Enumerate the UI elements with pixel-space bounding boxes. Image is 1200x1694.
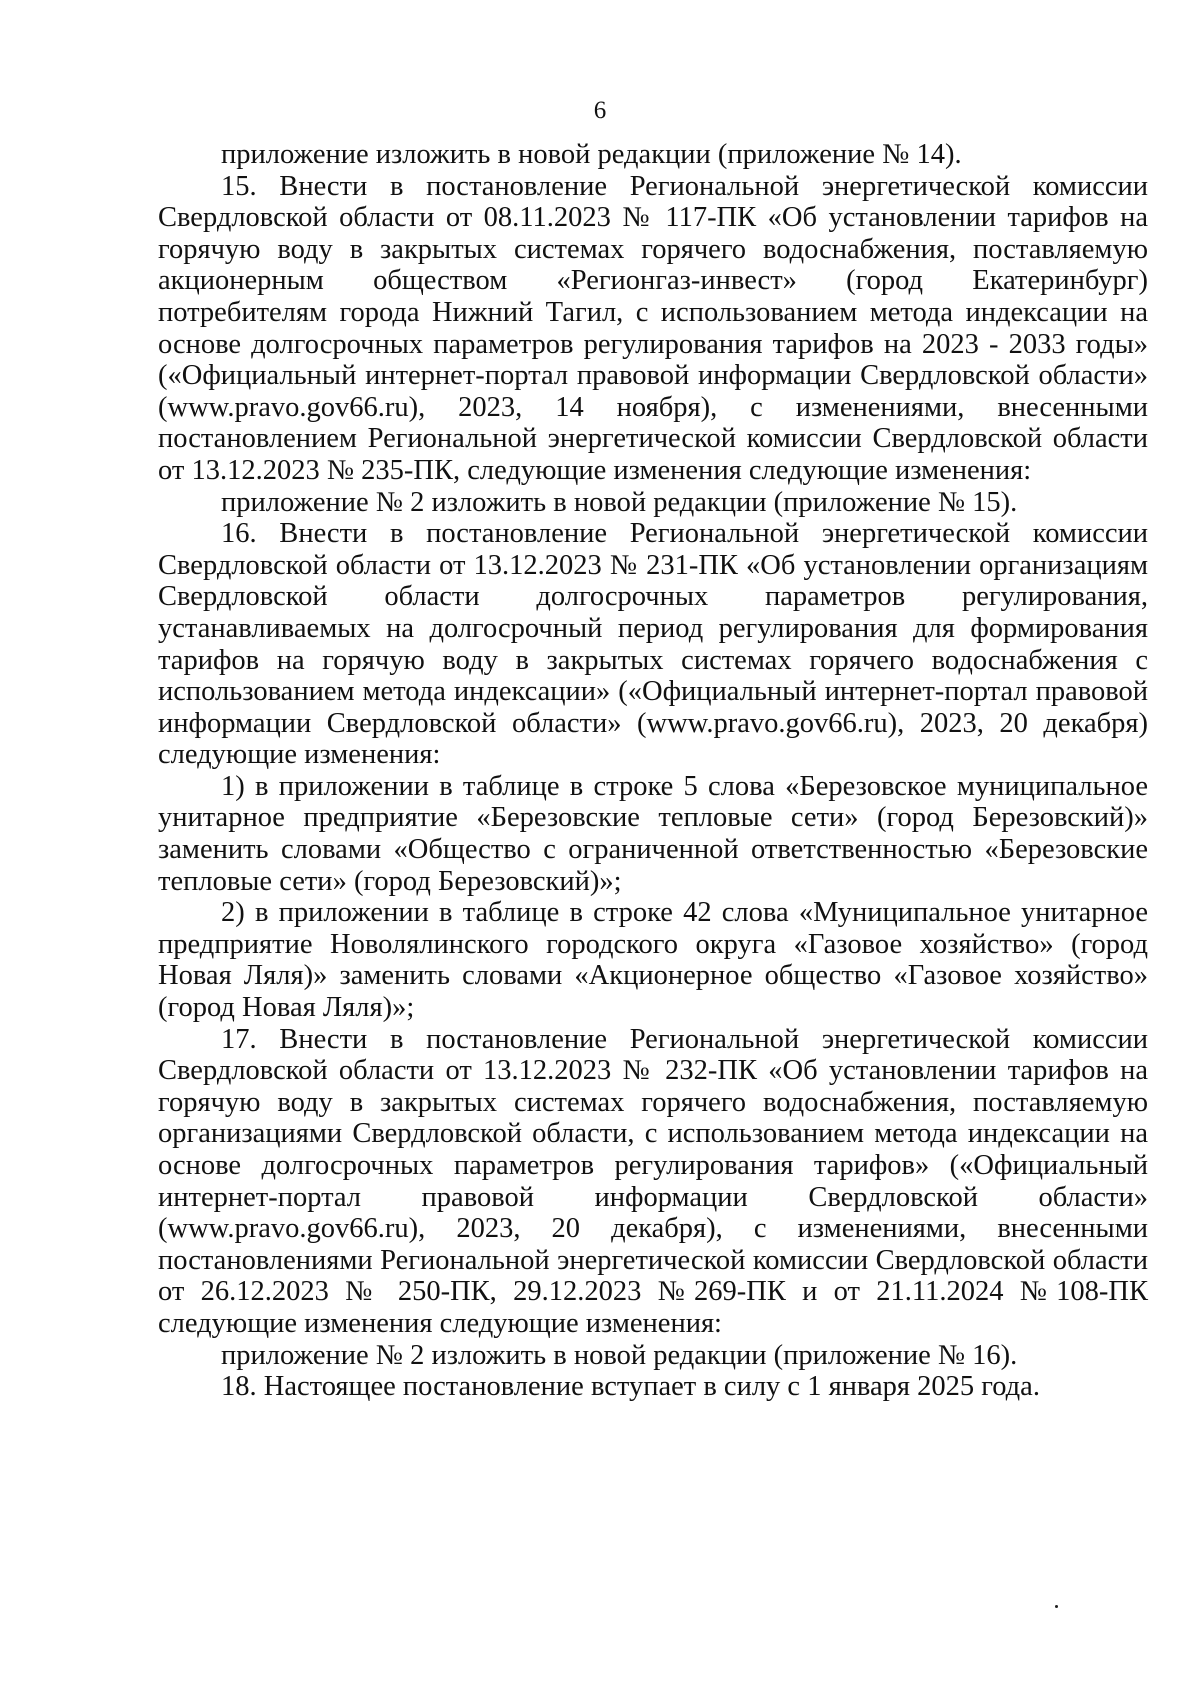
paragraph-item-17: 17. Внести в постановление Региональной энергетической комиссии Свердловской области от 13.12.2023 № 232-ПК «Об установлении тарифов на горячую воду в закрытых системах горячего водоснабжения, поставляемую организациями Свердловской области, с использованием метода индексации на основе долгосрочных параметров регулирования тарифов» («Официальный интернет-портал правовой информации Свердловской области» (www.pravo.gov66.ru), 2023, 20 декабря), с изменениями, внесенными постановлениями Региональной энергетической комиссии Свердловской области от 26.12.2023 № 250-ПК, 29.12.2023 №269-ПК и от 21.11.2024 №108-ПК следующие изменения следующие изменения:	[158, 1023, 1148, 1339]
document-body	[158, 139, 1148, 1403]
paragraph-item-17-annex: приложение № 2 изложить в новой редакции (приложение № 16).	[221, 1339, 1018, 1371]
paragraph-item-16: 16. Внести в постановление Региональной энергетической комиссии Свердловской области от 13.12.2023 № 231-ПК «Об установлении организациям Свердловской области долгосрочных параметров регулирования, устанавливаемых на долгосрочный период регулирования для формирования тарифов на горячую воду в закрытых системах горячего водоснабжения с использованием метода индексации» («Официальный интернет-портал правовой информации Свердловской области» (www.pravo.gov66.ru), 2023, 20 декабря) следующие изменения:	[158, 518, 1148, 771]
paragraph-item-16-sub-1: 1) в приложении в таблице в строке 5 слова «Березовское муниципальное унитарное предприятие «Березовские тепловые сети» (город Березовский)» заменить словами «Общество с ограниченной ответственностью «Березовские тепловые сети» (город Березовский)»;	[158, 770, 1148, 897]
paragraph-item-15: 15. Внести в постановление Региональной энергетической комиссии Свердловской области от 08.11.2023 № 117-ПК «Об установлении тарифов на горячую воду в закрытых системах горячего водоснабжения, поставляемую акционерным обществом «Регионгаз-инвест» (город Екатеринбург) потребителям города Нижний Тагил, с использованием метода индексации на основе долгосрочных параметров регулирования тарифов на 2023 - 2033 годы» («Официальный интернет-портал правовой информации Свердловской области» (www.pravo.gov66.ru), 2023, 14 ноября), с изменениями, внесенными постановлением Региональной энергетической комиссии Свердловской области от 13.12.2023 № 235-ПК, следующие изменения следующие изменения:	[158, 170, 1148, 486]
page-number: 6	[593, 97, 607, 124]
paragraph-item-15-annex: приложение № 2 изложить в новой редакции (приложение № 15).	[221, 486, 1018, 518]
paragraph-item-16-sub-2: 2) в приложении в таблице в строке 42 слова «Муниципальное унитарное предприятие Новолялинского городского округа «Газовое хозяйство» (город Новая Ляля)» заменить словами «Акционерное общество «Газовое хозяйство» (город Новая Ляля)»;	[158, 897, 1148, 1024]
paragraph-item-18: 18. Настоящее постановление вступает в силу с 1 января 2025 года.	[221, 1371, 1040, 1403]
paragraph-14-continuation: приложение изложить в новой редакции (приложение № 14).	[221, 139, 962, 170]
scan-speck	[1055, 1605, 1058, 1608]
